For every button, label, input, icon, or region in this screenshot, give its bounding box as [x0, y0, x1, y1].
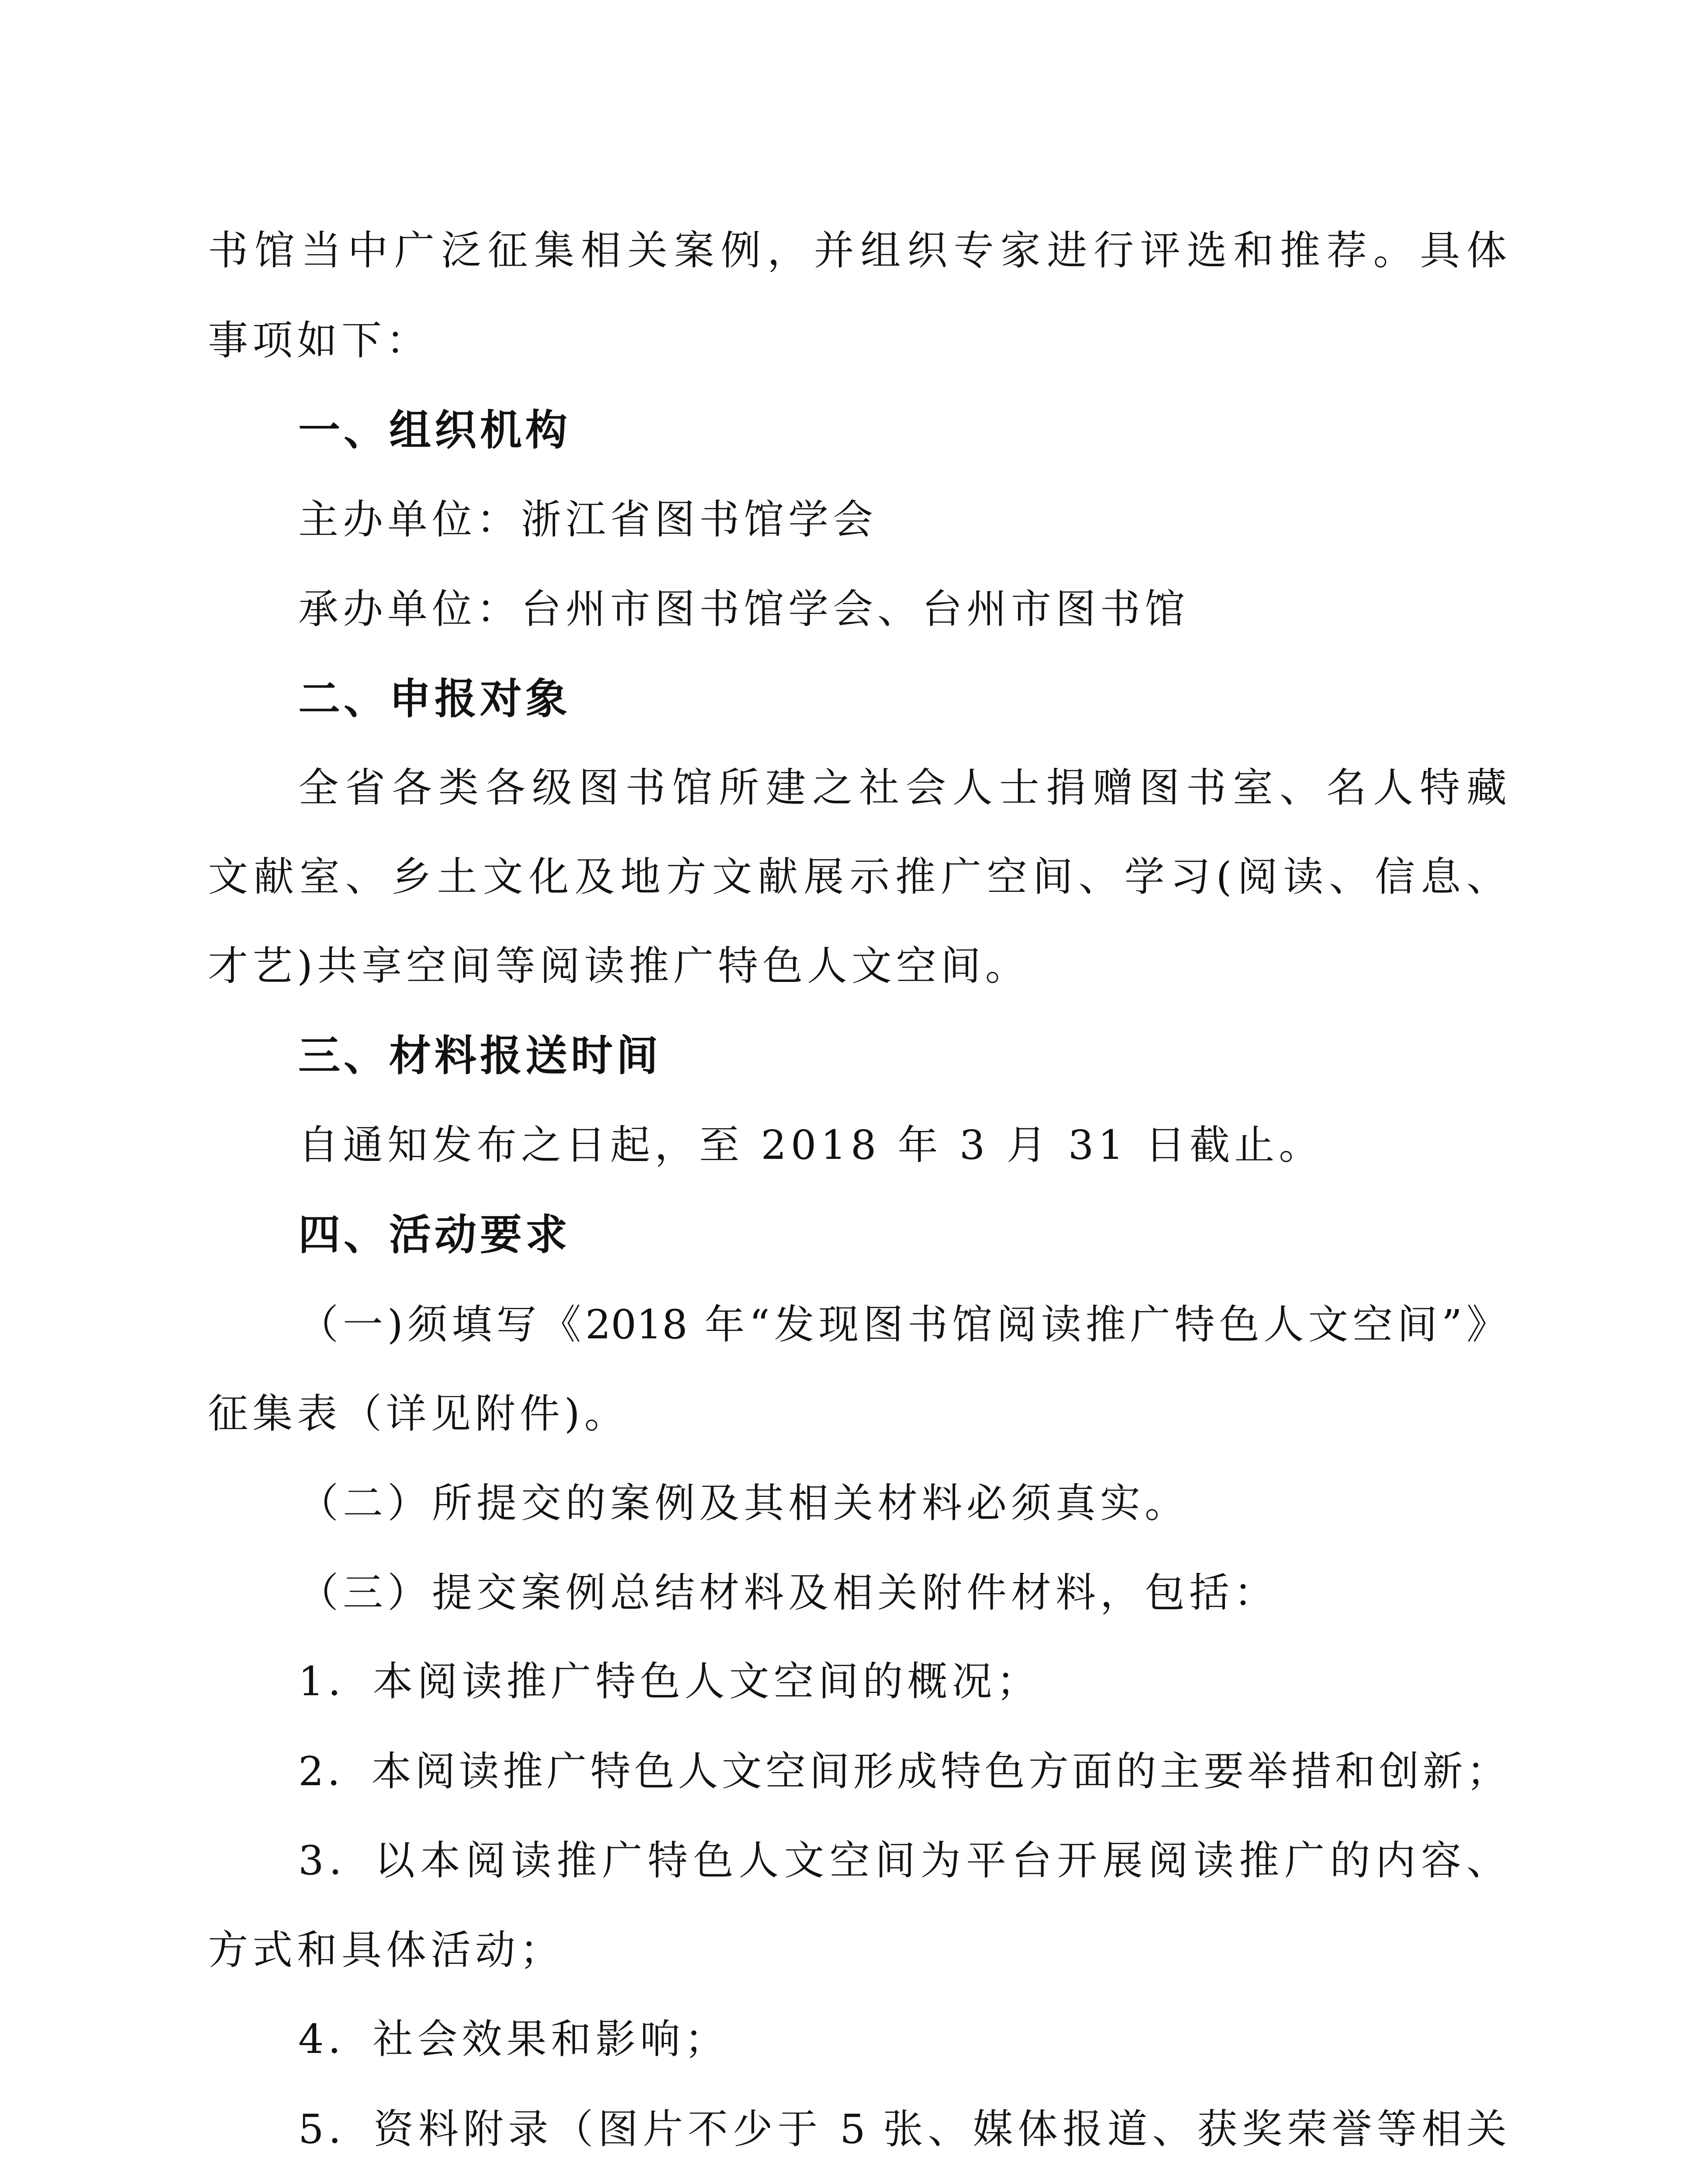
body-text-line: 书馆当中广泛征集相关案例，并组织专家进行评选和推荐。具体: [208, 227, 1507, 274]
requirement-two-line: （二）所提交的案例及其相关材料必须真实。: [298, 1480, 1190, 1527]
section-heading-submission-time: 三、材料报送时间: [298, 1031, 662, 1080]
requirement-list-item: 5．资料附录（图片不少于 5 张、媒体报道、获奖荣誉等相关: [298, 2106, 1507, 2153]
section-heading-requirements: 四、活动要求: [298, 1210, 571, 1259]
section-heading-organization: 一、组织机构: [298, 406, 571, 455]
requirement-list-item: 3．以本阅读推广特色人文空间为平台开展阅读推广的内容、: [298, 1837, 1507, 1884]
body-text-line: 事项如下：: [208, 317, 431, 364]
requirement-list-item-continuation: 方式和具体活动；: [208, 1927, 565, 1973]
section-heading-applicants: 二、申报对象: [298, 674, 571, 723]
host-unit-line: 主办单位：浙江省图书馆学会: [298, 496, 878, 543]
submission-time-line: 自通知发布之日起，至 2018 年 3 月 31 日截止。: [298, 1122, 1324, 1168]
requirement-list-item: 2．本阅读推广特色人文空间形成特色方面的主要举措和创新；: [298, 1748, 1507, 1795]
applicant-description-line: 文献室、乡土文化及地方文献展示推广空间、学习(阅读、信息、: [208, 854, 1507, 900]
requirement-one-line: 征集表（详见附件)。: [208, 1390, 629, 1437]
organizer-unit-line: 承办单位：台州市图书馆学会、台州市图书馆: [298, 586, 1190, 632]
applicant-description-line: 才艺)共享空间等阅读推广特色人文空间。: [208, 943, 1030, 989]
applicant-description-line: 全省各类各级图书馆所建之社会人士捐赠图书室、名人特藏: [298, 764, 1507, 811]
requirement-list-item: 4．社会效果和影响；: [298, 2016, 729, 2063]
requirement-three-line: （三）提交案例总结材料及相关附件材料，包括：: [298, 1569, 1279, 1616]
requirement-list-item: 1．本阅读推广特色人文空间的概况；: [298, 1658, 1041, 1705]
requirement-one-line: （一)须填写《2018 年“发现图书馆阅读推广特色人文空间”》: [298, 1301, 1507, 1348]
